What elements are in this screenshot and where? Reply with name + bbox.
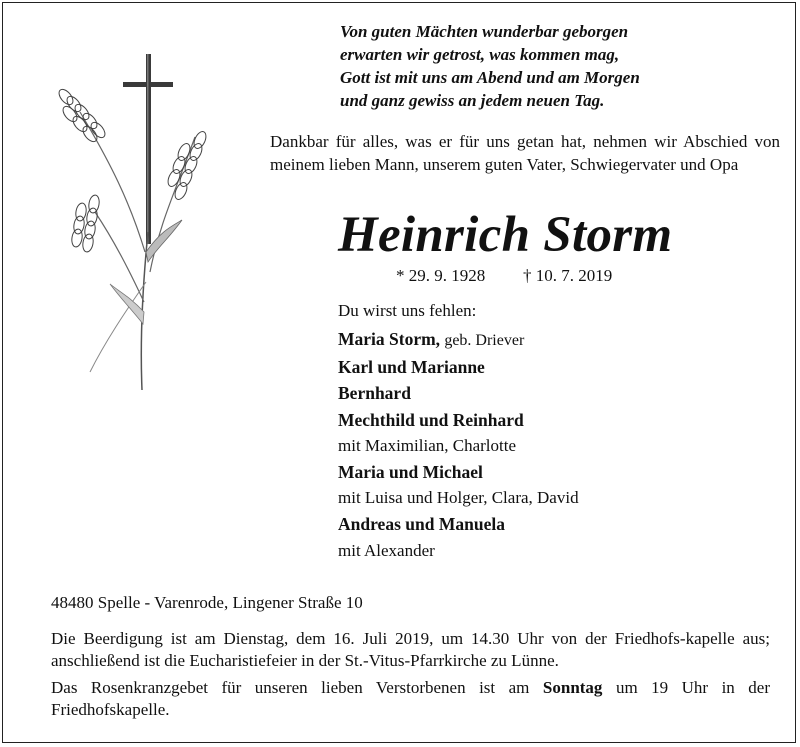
mourner-name: Karl und Marianne [338,357,485,378]
poem-line: erwarten wir getrost, was kommen mag, [340,45,620,64]
deceased-name: Heinrich Storm [338,207,673,263]
mourner-children: mit Luisa und Holger, Clara, David [338,488,579,508]
rosary-info [51,677,770,721]
mourner-note: geb. Driever [444,332,525,349]
poem-line: Von guten Mächten wunderbar geborgen [340,22,629,41]
address: 48480 Spelle - Varenrode, Lingener Straße 10 [51,593,363,612]
cross-with-wheat-icon [50,52,210,392]
rosary-text: Das Rosenkranzgebet für unseren lieben Verstorbenen ist am [51,678,530,697]
birth-date: * 29. 9. 1928 [396,266,486,285]
death-date: † 10. 7. 2019 [523,266,613,285]
poem [340,20,780,112]
mourner-name: Andreas und Manuela [338,514,505,535]
intro-text: Dankbar für alles, was er für uns getan hat, nehmen wir Abschied von meinem lieben Mann, unserem guten Vater, Schwiegervater und Opa [270,132,780,174]
mourner-name: Maria Storm, [338,329,441,349]
mourner-children: mit Alexander [338,540,435,560]
mourner-children: mit Maximilian, Charlotte [338,435,517,455]
rosary-text: um 19 Uhr in der Friedhofskapelle. [51,678,771,719]
mourner-line [338,326,778,354]
funeral-info: Die Beerdigung ist am Dienstag, dem 16. Juli 2019, um 14.30 Uhr von der Friedhofs-kapelle aus; anschließend ist die Eucharistiefeier in der St.-Vitus-Pfarrkirche zu Lünne. [51,629,770,670]
mourners-list [338,326,778,564]
mourner-name: Maria und Michael [338,462,483,483]
mourner-name: Mechthild und Reinhard [338,409,524,430]
poem-line: Gott ist mit uns am Abend und am Morgen [340,68,640,87]
mourners-intro: Du wirst uns fehlen: [338,301,477,320]
rosary-day: Sonntag [542,678,603,697]
poem-line: und ganz gewiss an jedem neuen Tag. [340,91,605,110]
mourner-name: Bernhard [338,383,411,404]
